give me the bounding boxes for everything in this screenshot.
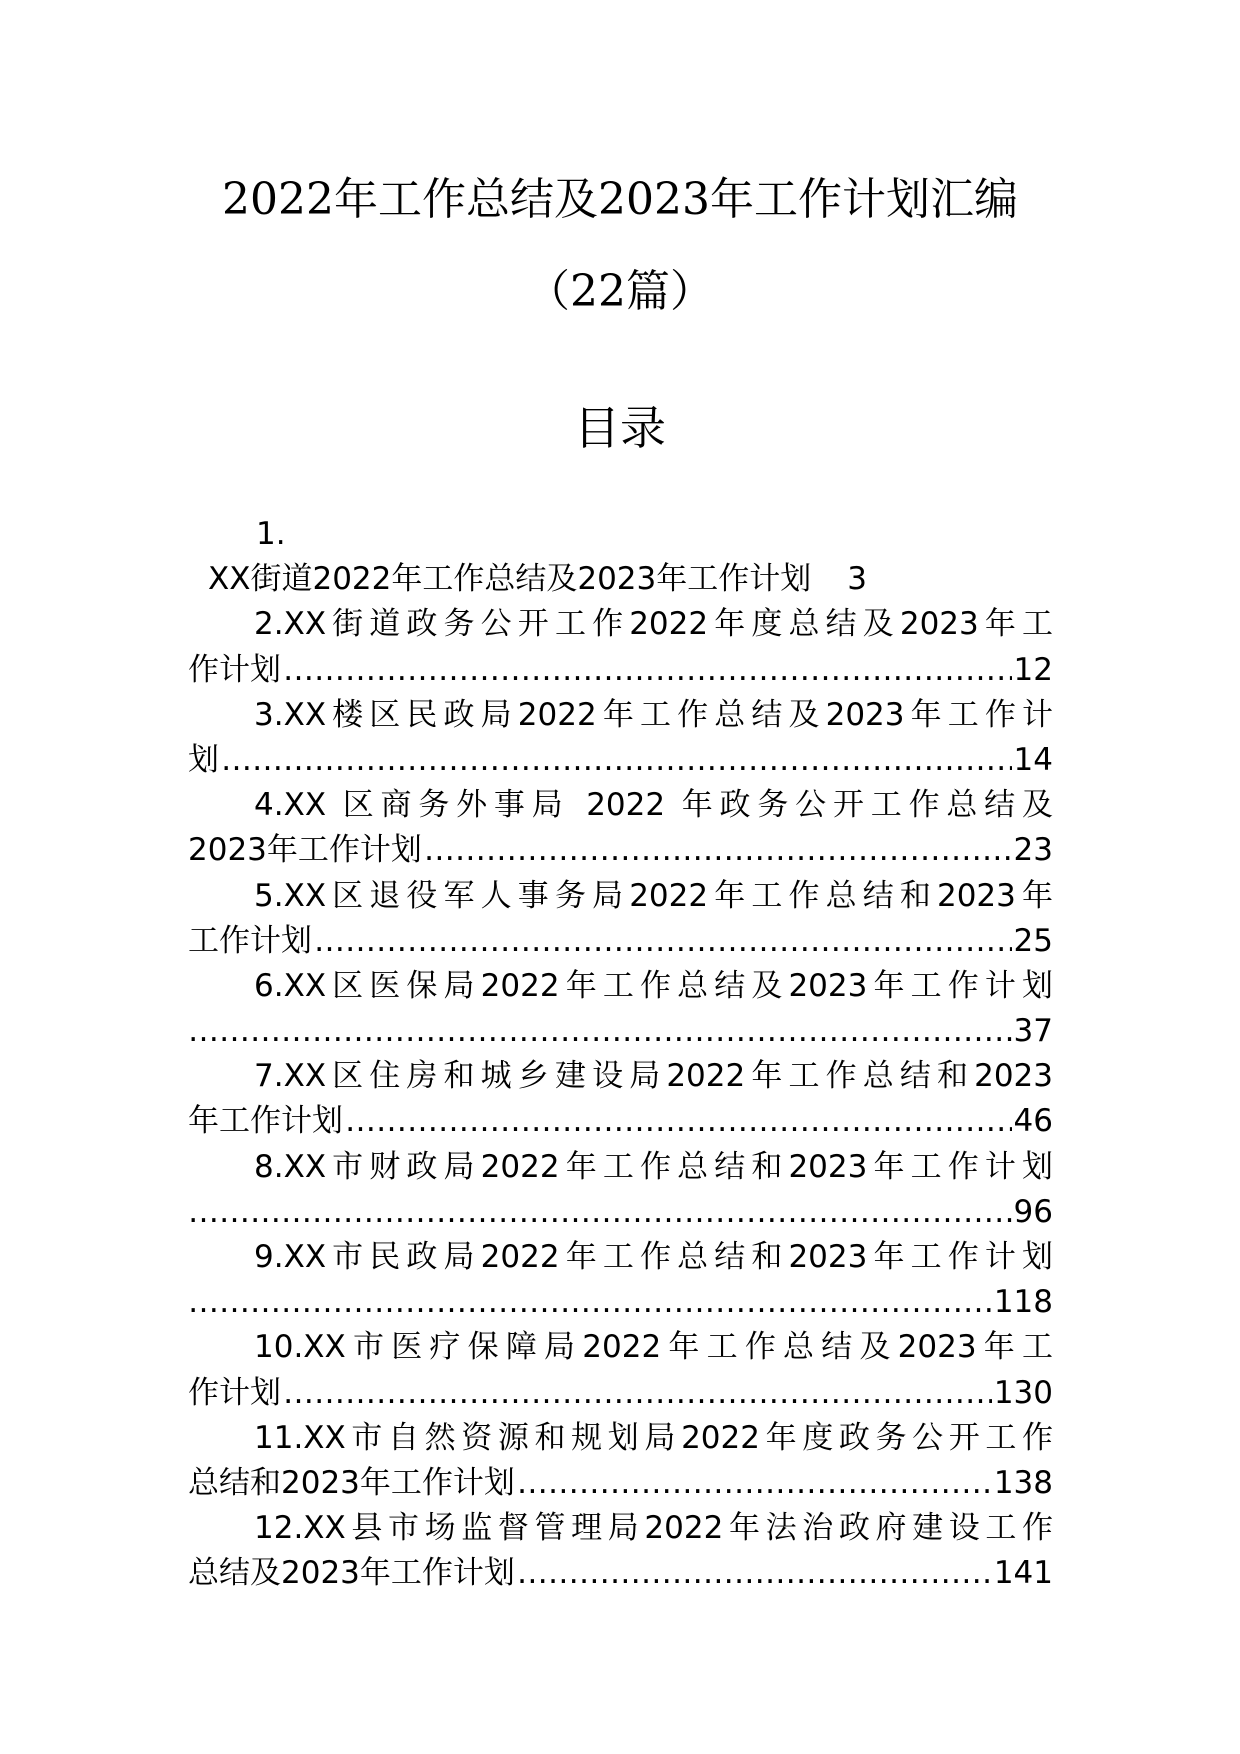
toc-entry-10-title-cont[interactable]: 作计划 bbox=[188, 1374, 281, 1411]
toc-entry-9-page[interactable]: 118 bbox=[993, 1284, 1053, 1321]
toc-entry-4-line2 bbox=[188, 828, 1053, 873]
toc-entry-6-line2 bbox=[188, 1009, 1053, 1054]
toc-entry-2-line1 bbox=[188, 602, 1053, 647]
toc-entry-5-line2 bbox=[188, 919, 1053, 964]
toc-entry-2-title-cont[interactable]: 作计划 bbox=[188, 651, 281, 688]
toc-entry-11-page[interactable]: 138 bbox=[993, 1464, 1053, 1501]
toc-entry-9-line2 bbox=[188, 1280, 1053, 1325]
toc-entry-5-line1 bbox=[188, 874, 1053, 919]
table-of-contents bbox=[188, 512, 1053, 1597]
toc-entry-1-number-line bbox=[188, 512, 1053, 557]
document-title: 2022年工作总结及2023年工作计划汇编 bbox=[222, 174, 1018, 225]
toc-entry-1-page[interactable]: 3 bbox=[847, 561, 867, 598]
toc-entry-11-line1 bbox=[188, 1416, 1053, 1461]
toc-entry-4-leader bbox=[424, 828, 1012, 873]
toc-entry-10-page[interactable]: 130 bbox=[993, 1374, 1053, 1411]
toc-entry-2-leader bbox=[283, 648, 1012, 693]
toc-entry-5-title-cont[interactable]: 工作计划 bbox=[188, 922, 312, 959]
toc-entry-11-title[interactable]: 11.XX市自然资源和规划局2022年度政务公开工作 bbox=[254, 1419, 1053, 1456]
toc-entry-12-title-cont[interactable]: 总结及2023年工作计划 bbox=[188, 1555, 515, 1592]
toc-entry-10-line2 bbox=[188, 1371, 1053, 1416]
toc-entry-3-title-cont[interactable]: 划 bbox=[188, 741, 219, 778]
toc-entry-1-title-line bbox=[188, 557, 1053, 602]
toc-entry-12-line1 bbox=[188, 1506, 1053, 1551]
toc-entry-5-page[interactable]: 25 bbox=[1013, 922, 1053, 959]
toc-entry-4-page[interactable]: 23 bbox=[1013, 832, 1053, 869]
toc-entry-8-line2 bbox=[188, 1190, 1053, 1235]
toc-entry-5-title[interactable]: 5.XX区退役军人事务局2022年工作总结和2023年 bbox=[254, 877, 1053, 914]
toc-entry-3-leader bbox=[221, 738, 1012, 783]
toc-entry-7-line1 bbox=[188, 1054, 1053, 1099]
toc-entry-3-line1 bbox=[188, 693, 1053, 738]
toc-entry-2-title[interactable]: 2.XX街道政务公开工作2022年度总结及2023年工 bbox=[254, 606, 1053, 643]
document-subtitle: （22篇） bbox=[526, 266, 714, 317]
toc-entry-12-page[interactable]: 141 bbox=[993, 1555, 1053, 1592]
toc-entry-5-leader bbox=[314, 919, 1012, 964]
toc-entry-11-leader bbox=[517, 1461, 992, 1506]
toc-entry-1-number[interactable]: 1. bbox=[256, 516, 286, 552]
toc-entry-7-leader bbox=[345, 1099, 1012, 1144]
toc-entry-11-line2 bbox=[188, 1461, 1053, 1506]
toc-entry-8-line1 bbox=[188, 1145, 1053, 1190]
toc-entry-9-line1 bbox=[188, 1235, 1053, 1280]
toc-entry-7-page[interactable]: 46 bbox=[1013, 1103, 1053, 1140]
toc-entry-4-title[interactable]: 4.XX 区商务外事局 2022 年政务公开工作总结及 bbox=[254, 787, 1053, 824]
toc-entry-8-leader bbox=[188, 1190, 1012, 1235]
toc-entry-1-title[interactable]: XX街道2022年工作总结及2023年工作计划 bbox=[208, 561, 812, 598]
toc-entry-6-line1 bbox=[188, 964, 1053, 1009]
toc-entry-3-title[interactable]: 3.XX楼区民政局2022年工作总结及2023年工作计 bbox=[254, 696, 1053, 733]
toc-entry-7-title[interactable]: 7.XX区住房和城乡建设局2022年工作总结和2023 bbox=[254, 1058, 1053, 1095]
toc-entry-9-title[interactable]: 9.XX市民政局2022年工作总结和2023年工作计划 bbox=[254, 1239, 1053, 1275]
toc-entry-10-title[interactable]: 10.XX市医疗保障局2022年工作总结及2023年工 bbox=[254, 1329, 1053, 1366]
toc-entry-2-line2 bbox=[188, 648, 1053, 693]
toc-entry-6-leader bbox=[188, 1009, 1012, 1054]
toc-entry-6-page[interactable]: 37 bbox=[1013, 1013, 1053, 1050]
toc-entry-8-page[interactable]: 96 bbox=[1013, 1193, 1053, 1230]
toc-entry-3-line2 bbox=[188, 738, 1053, 783]
toc-entry-12-line2 bbox=[188, 1551, 1053, 1596]
toc-entry-8-title[interactable]: 8.XX市财政局2022年工作总结和2023年工作计划 bbox=[254, 1148, 1053, 1185]
toc-entry-11-title-cont[interactable]: 总结和2023年工作计划 bbox=[188, 1464, 515, 1501]
toc-entry-7-line2 bbox=[188, 1099, 1053, 1144]
toc-entry-4-line1 bbox=[188, 783, 1053, 828]
toc-entry-10-leader bbox=[283, 1371, 992, 1416]
toc-heading: 目录 bbox=[574, 401, 666, 455]
toc-entry-6-title[interactable]: 6.XX区医保局2022年工作总结及2023年工作计划 bbox=[254, 967, 1053, 1004]
toc-entry-2-page[interactable]: 12 bbox=[1013, 651, 1053, 688]
toc-entry-4-title-cont[interactable]: 2023年工作计划 bbox=[188, 832, 422, 869]
toc-entry-12-leader bbox=[517, 1551, 992, 1596]
toc-entry-9-leader bbox=[188, 1280, 992, 1325]
toc-entry-3-page[interactable]: 14 bbox=[1013, 741, 1053, 778]
toc-entry-12-title[interactable]: 12.XX县市场监督管理局2022年法治政府建设工作 bbox=[254, 1510, 1053, 1547]
toc-entry-10-line1 bbox=[188, 1325, 1053, 1370]
toc-entry-7-title-cont[interactable]: 年工作计划 bbox=[188, 1103, 343, 1140]
